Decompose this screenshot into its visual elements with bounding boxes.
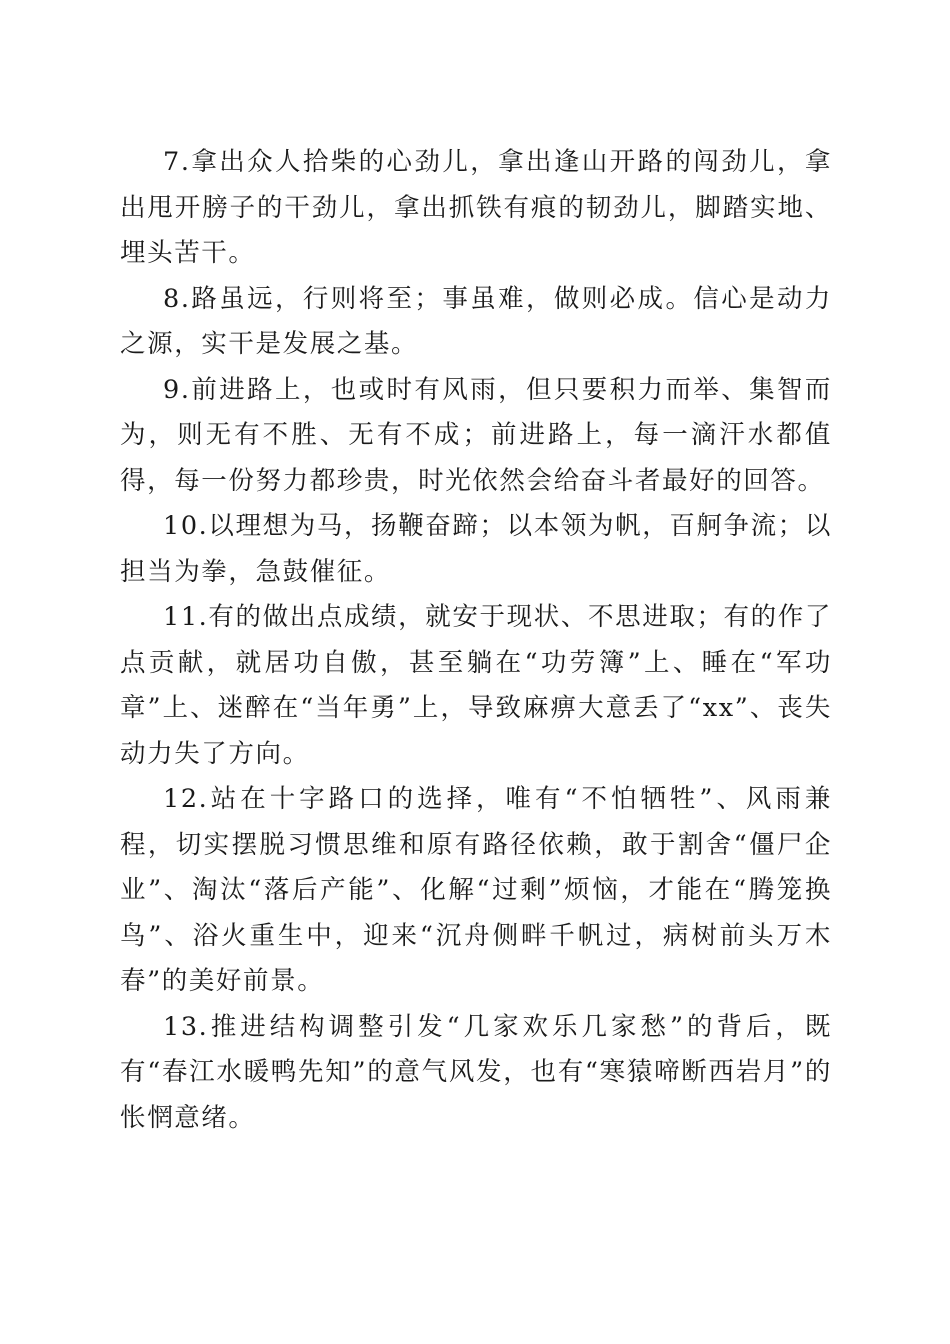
paragraph-item-7: 7.拿出众人拾柴的心劲儿，拿出逢山开路的闯劲儿，拿出甩开膀子的干劲儿，拿出抓铁有痕的韧劲儿，脚踏实地、埋头苦干。 xyxy=(120,147,832,268)
paragraph-item-12: 12.站在十字路口的选择，唯有“不怕牺牲”、风雨兼程，切实摆脱习惯思维和原有路径依赖，敢于割舍“僵尸企业”、淘汰“落后产能”、化解“过剩”烦恼，才能在“腾笼换鸟”、浴火重生中，迎来“沉舟侧畔千帆过，病树前头万木春”的美好前景。 xyxy=(120,784,832,996)
document-body xyxy=(120,140,832,1141)
paragraph-item-10: 10.以理想为马，扬鞭奋蹄；以本领为帆，百舸争流；以担当为拳，急鼓催征。 xyxy=(120,511,832,587)
paragraph-item-11: 11.有的做出点成绩，就安于现状、不思进取；有的作了点贡献，就居功自傲，甚至躺在“功劳簿”上、睡在“军功章”上、迷醉在“当年勇”上，导致麻痹大意丢了“xx”、丧失动力失了方向。 xyxy=(120,602,832,769)
paragraph-item-8: 8.路虽远，行则将至；事虽难，做则必成。信心是动力之源，实干是发展之基。 xyxy=(120,283,832,359)
paragraph-item-9: 9.前进路上，也或时有风雨，但只要积力而举、集智而为，则无有不胜、无有不成；前进路上，每一滴汗水都值得，每一份努力都珍贵，时光依然会给奋斗者最好的回答。 xyxy=(120,374,832,496)
paragraph-item-13: 13.推进结构调整引发“几家欢乐几家愁”的背后，既有“春江水暖鸭先知”的意气风发，也有“寒猿啼断西岩月”的怅惘意绪。 xyxy=(120,1011,832,1133)
